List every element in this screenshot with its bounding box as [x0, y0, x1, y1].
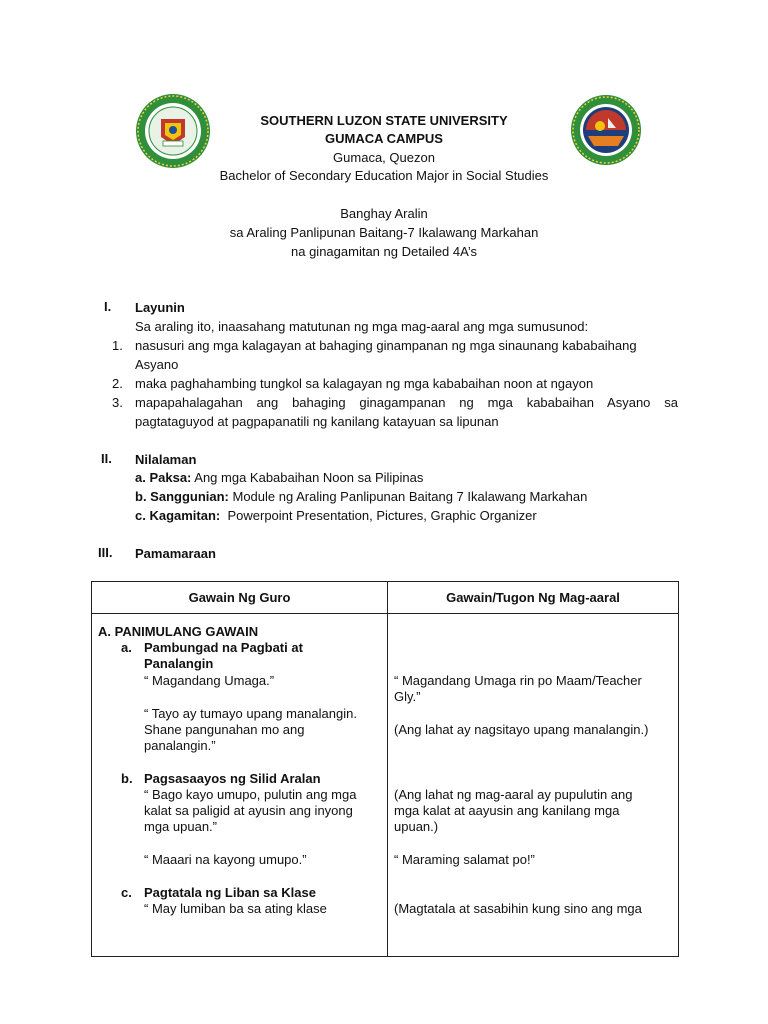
teacher-sit-down: “ Maaari na kayong umupo.”: [144, 852, 307, 867]
sanggunian-line: [135, 487, 587, 506]
item-c-title: Pagtatala ng Liban sa Klase: [144, 885, 316, 900]
section-1-number: I.: [104, 299, 112, 314]
teacher-activity-cell: [92, 614, 388, 957]
kagamitan-label: c. Kagamitan:: [135, 508, 221, 523]
student-attendance-response: (Magtatala at sasabihin kung sino ang mga: [394, 901, 642, 916]
student-greeting-line2: Gly.”: [394, 689, 421, 704]
campus-name: GUMACA CAMPUS: [325, 131, 443, 146]
student-cleanup-line2: mga kalat at aayusin ang kanilang mga: [394, 803, 620, 818]
objective-1-line1: nasusuri ang mga kalagayan at bahaging ginampanan ng mga sinaunang kababaihang: [135, 338, 637, 353]
teacher-prayer-line3: panalangin.”: [144, 738, 216, 753]
student-cleanup-line3: upuan.): [394, 819, 439, 834]
objective-1-line2: Asyano: [135, 357, 179, 372]
student-prayer-response: (Ang lahat ay nagsitayo upang manalangin.): [394, 722, 649, 737]
objective-2-line1: maka paghahambing tungkol sa kalagayan ng mga kababaihan noon at ngayon: [135, 376, 594, 391]
paksa-line: [135, 468, 423, 487]
item-b-label: b.: [121, 771, 133, 786]
item-c-label: c.: [121, 885, 132, 900]
student-thanks: “ Maraming salamat po!”: [394, 852, 535, 867]
university-name: SOUTHERN LUZON STATE UNIVERSITY: [260, 113, 508, 128]
document-title: Banghay Aralin: [340, 206, 428, 221]
student-response-cell: [388, 614, 679, 957]
section-2-title: Nilalaman: [135, 452, 197, 467]
section-3-title: Pamamaraan: [135, 546, 216, 561]
sanggunian-label: b. Sanggunian:: [135, 489, 229, 504]
teacher-greeting: “ Magandang Umaga.”: [144, 673, 275, 688]
item-a-label: a.: [121, 640, 132, 655]
header-student-response: Gawain/Tugon Ng Mag-aaral: [388, 582, 679, 614]
objective-number: 2.: [112, 376, 123, 391]
kagamitan-line: [135, 506, 537, 525]
kagamitan-value: Powerpoint Presentation, Pictures, Graphic Organizer: [220, 508, 537, 523]
campus-location: Gumaca, Quezon: [333, 150, 435, 165]
header-teacher-activity: Gawain Ng Guro: [92, 582, 388, 614]
subject-line: sa Araling Panlipunan Baitang-7 Ikalawang Markahan: [229, 225, 539, 240]
item-a-title-line1: Pambungad na Pagbati at: [144, 640, 303, 655]
student-greeting-line1: “ Magandang Umaga rin po Maam/Teacher: [394, 673, 642, 688]
section-2-number: II.: [101, 451, 112, 466]
section-3-number: III.: [98, 545, 113, 560]
sanggunian-value: Module ng Araling Panlipunan Baitang 7 Ikalawang Markahan: [228, 489, 588, 504]
teacher-cleanup-line3: mga upuan.”: [144, 819, 217, 834]
student-cleanup-line1: (Ang lahat ng mag-aaral ay pupulutin ang: [394, 787, 633, 802]
layunin-intro: Sa araling ito, inaasahang matutunan ng mga mag-aaral ang mga sumusunod:: [135, 319, 589, 334]
teacher-cleanup-line2: kalat sa paligid at ayusin ang inyong: [144, 803, 353, 818]
teacher-prayer-line1: “ Tayo ay tumayo upang manalangin.: [144, 706, 357, 721]
item-b-title: Pagsasaayos ng Silid Aralan: [144, 771, 321, 786]
objective-3-line2: pagtataguyod at pagpapanatili ng kanilang katayuan sa lipunan: [135, 414, 499, 429]
program-name: Bachelor of Secondary Education Major in Social Studies: [219, 168, 549, 183]
item-a-title-line2: Panalangin: [144, 656, 214, 671]
objective-3-line1: mapapahalagahan ang bahaging ginagampanan ng mga kababaihan Asyano sa: [135, 395, 678, 410]
paksa-label: a. Paksa:: [135, 470, 192, 485]
teacher-prayer-line2: Shane pangunahan mo ang: [144, 722, 305, 737]
lesson-plan-table: [91, 581, 679, 957]
objective-number: 1.: [112, 338, 123, 353]
table-row: [92, 614, 679, 957]
teacher-cleanup-line1: “ Bago kayo umupo, pulutin ang mga: [144, 787, 357, 802]
paksa-value: Ang mga Kababaihan Noon sa Pilipinas: [191, 470, 424, 485]
section-1-title: Layunin: [135, 300, 185, 315]
objective-number: 3.: [112, 395, 123, 410]
approach-line: na ginagamitan ng Detailed 4A’s: [291, 244, 477, 259]
teacher-attendance-question: “ May lumiban ba sa ating klase: [144, 901, 327, 916]
panimulang-gawain-heading: A. PANIMULANG GAWAIN: [98, 624, 259, 639]
table-header-row: [92, 582, 679, 614]
